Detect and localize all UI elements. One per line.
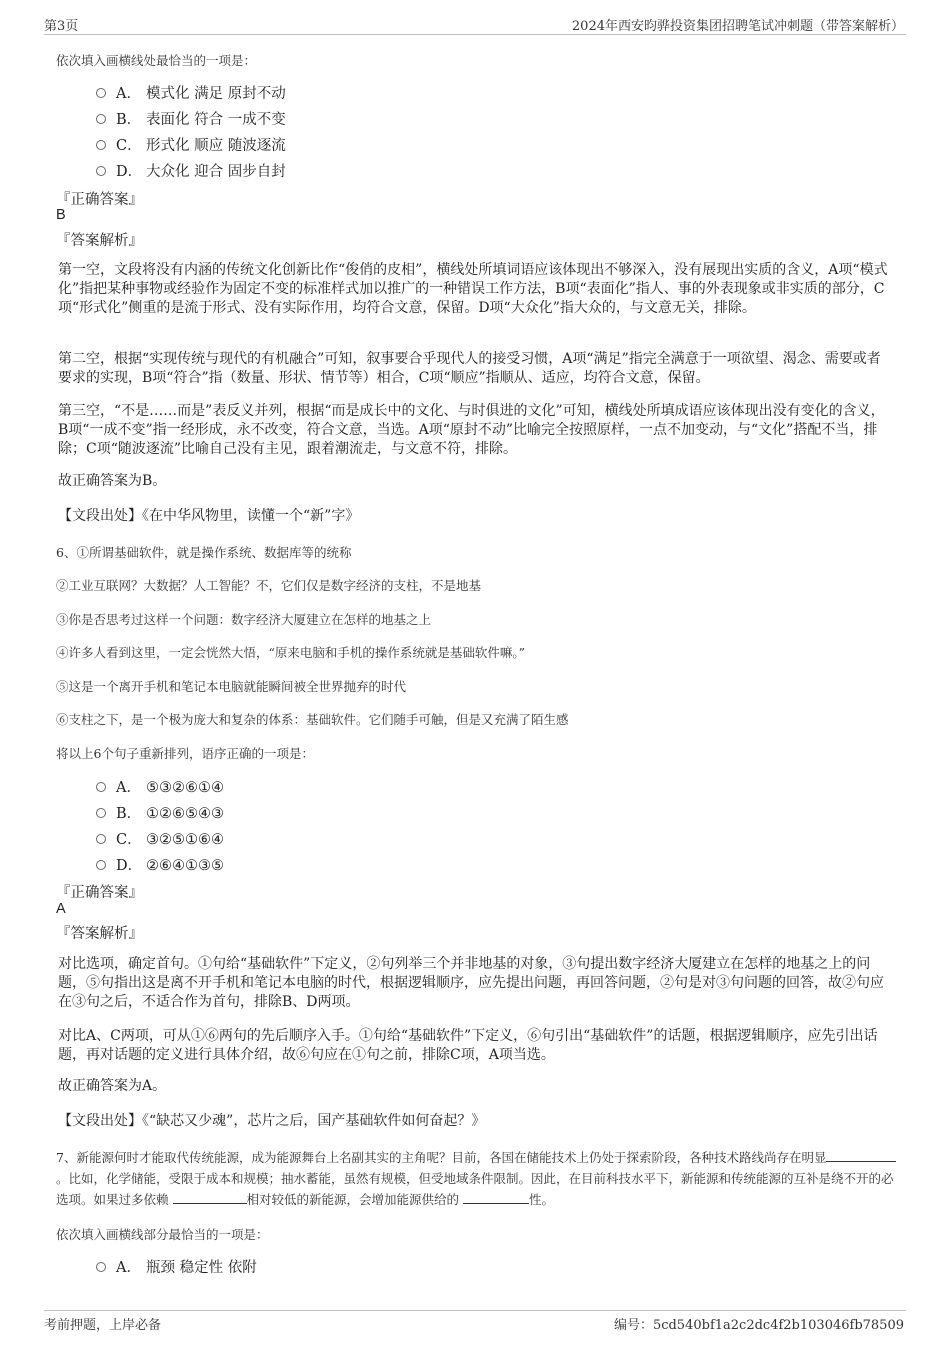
radio-icon[interactable] [96, 1262, 106, 1272]
q5-option-d[interactable]: D． 大众化 迎合 固步自封 [96, 160, 286, 180]
q6-sentence-5: ⑤这是一个离开手机和笔记本电脑就能瞬间被全世界抛弃的时代 [56, 679, 407, 694]
radio-icon[interactable] [96, 166, 106, 176]
radio-icon[interactable] [96, 808, 106, 818]
q5-conclusion: 故正确答案为B。 [58, 473, 167, 489]
q6-answer-label: 『正确答案』 [56, 885, 143, 901]
q6-answer: A [56, 901, 66, 917]
q5-answer-label: 『正确答案』 [56, 192, 143, 208]
q5-answer: B [56, 207, 66, 223]
q6-sentence-6: ⑥支柱之下，是一个极为庞大和复杂的体系：基础软件。它们随手可触，但是又充满了陌生感 [56, 712, 569, 727]
radio-icon[interactable] [96, 782, 106, 792]
q7-prompt: 依次填入画横线部分最恰当的一项是： [56, 1227, 269, 1242]
q6-analysis-1: 对比选项，确定首句。①句给“基础软件”下定义，②句列举三个并非地基的对象，③句提出数字经济大厦建立在怎样的地基之上的问题，⑤句指出这是离不开手机和笔记本电脑的时代，根据逻辑顺序，应先提出问题，再回答问题，②句是对③句问题的回答，故②句应在③句之后，不适合作为首句，排除B、D两项。 [58, 956, 884, 1010]
page-number: 第3页 [44, 19, 79, 34]
radio-icon[interactable] [96, 88, 106, 98]
q6-prompt: 将以上6个句子重新排列，语序正确的一项是： [56, 746, 314, 761]
q5-analysis-3: 第三空，“不是……而是”表反义并列，根据“而是成长中的文化、与时俱进的文化”可知，横线处所填成语应该体现出没有变化的含义，B项“一成不变”指一经形成，永不改变，符合文意，当选。A项“原封不动”比喻完全按照原样，一点不加变动，与“文化”搭配不当，排除；C项“随波逐流”比喻自己没有主见，跟着潮流走，与文意不符，排除。 [58, 403, 885, 457]
q6-sentence-2: ②工业互联网？大数据？人工智能？不，它们仅是数字经济的支柱，不是地基 [56, 578, 482, 593]
q7-blank-1 [826, 1149, 896, 1162]
q6-sentence-3: ③你是否思考过这样一个问题：数字经济大厦建立在怎样的地基之上 [56, 612, 432, 627]
document-id: 编号：5cd540bf1a2c2dc4f2b103046fb78509 [613, 1318, 904, 1333]
document-title: 2024年西安昀骅投资集团招聘笔试冲刺题（带答案解析） [571, 19, 904, 34]
q5-analysis-1: 第一空，文段将没有内涵的传统文化创新比作“俊俏的皮相”，横线处所填词语应该体现出不够深入，没有展现出实质的含义，A项“模式化”指把某种事物或经验作为固定不变的标准样式加以推广的一种错误工作方法，B项“表面化”指人、事的外表现象或非实质的部分，C项“形式化”侧重的是流于形式、没有实际作用，均符合文意，保留。D项“大众化”指大众的，与文意无关，排除。 [58, 262, 888, 316]
radio-icon[interactable] [96, 860, 106, 870]
q6-option-c[interactable]: C． ③②⑤①⑥④ [96, 828, 224, 848]
footer-slogan: 考前押题，上岸必备 [44, 1318, 162, 1333]
radio-icon[interactable] [96, 114, 106, 124]
q5-option-a[interactable]: A． 模式化 满足 原封不动 [96, 82, 286, 102]
radio-icon[interactable] [96, 140, 106, 150]
radio-icon[interactable] [96, 834, 106, 844]
q6-analysis-label: 『答案解析』 [56, 926, 143, 942]
q6-sentence-1: 6、①所谓基础软件，就是操作系统、数据库等的统称 [56, 545, 352, 560]
q6-source: 【文段出处】《“缺芯又少魂”，芯片之后，国产基础软件如何奋起？》 [58, 1113, 486, 1129]
header-rule [44, 34, 906, 35]
q5-analysis-2: 第二空，根据“实现传统与现代的有机融合”可知，叙事要合乎现代人的接受习惯，A项“满足”指完全满意于一项欲望、渴念、需要或者要求的实现，B项“符合”指（数量、形状、情节等）相合，C项“顺应”指顺从、适应，均符合文意，保留。 [58, 351, 881, 386]
q6-option-d[interactable]: D． ②⑥④①③⑤ [96, 854, 224, 874]
q7-option-a[interactable]: A． 瓶颈 稳定性 依附 [96, 1256, 257, 1276]
q5-source: 【文段出处】《在中华风物里，读懂一个“新”字》 [58, 508, 360, 524]
q6-option-b[interactable]: B． ①②⑥⑤④③ [96, 802, 224, 822]
q7-blank-2 [173, 1191, 247, 1204]
q7-stem: 7、新能源何时才能取代传统能源，成为能源舞台上名副其实的主角呢？目前，各国在储能技术上仍处于探索阶段，各种技术路线尚存在明显。比如，化学储能，受限于成本和规模；抽水蓄能，虽然有规模，但受地域条件限制。因此，在目前科技水平下，新能源和传统能源的互补是绕不开的必选项。如果过多依赖 相对较低的新能源，会增加能源供给的 性。 [56, 1147, 898, 1210]
q6-conclusion: 故正确答案为A。 [58, 1078, 167, 1094]
q6-analysis-2: 对比A、C两项，可从①⑥两句的先后顺序入手。①句给“基础软件”下定义，⑥句引出“基础软件”的话题，根据逻辑顺序，应先引出话题，再对话题的定义进行具体介绍，故⑥句应在①句之前，排除C项，A项当选。 [58, 1028, 878, 1063]
footer-rule [44, 1310, 906, 1311]
q5-prompt: 依次填入画横线处最恰当的一项是： [56, 53, 257, 68]
q6-option-a[interactable]: A． ⑤③②⑥①④ [96, 776, 224, 796]
q6-sentence-4: ④许多人看到这里，一定会恍然大悟，“原来电脑和手机的操作系统就是基础软件嘛。” [56, 645, 526, 660]
q5-analysis-label: 『答案解析』 [56, 233, 143, 249]
q7-blank-3 [463, 1191, 529, 1204]
q5-option-c[interactable]: C． 形式化 顺应 随波逐流 [96, 134, 286, 154]
q5-option-b[interactable]: B． 表面化 符合 一成不变 [96, 108, 286, 128]
